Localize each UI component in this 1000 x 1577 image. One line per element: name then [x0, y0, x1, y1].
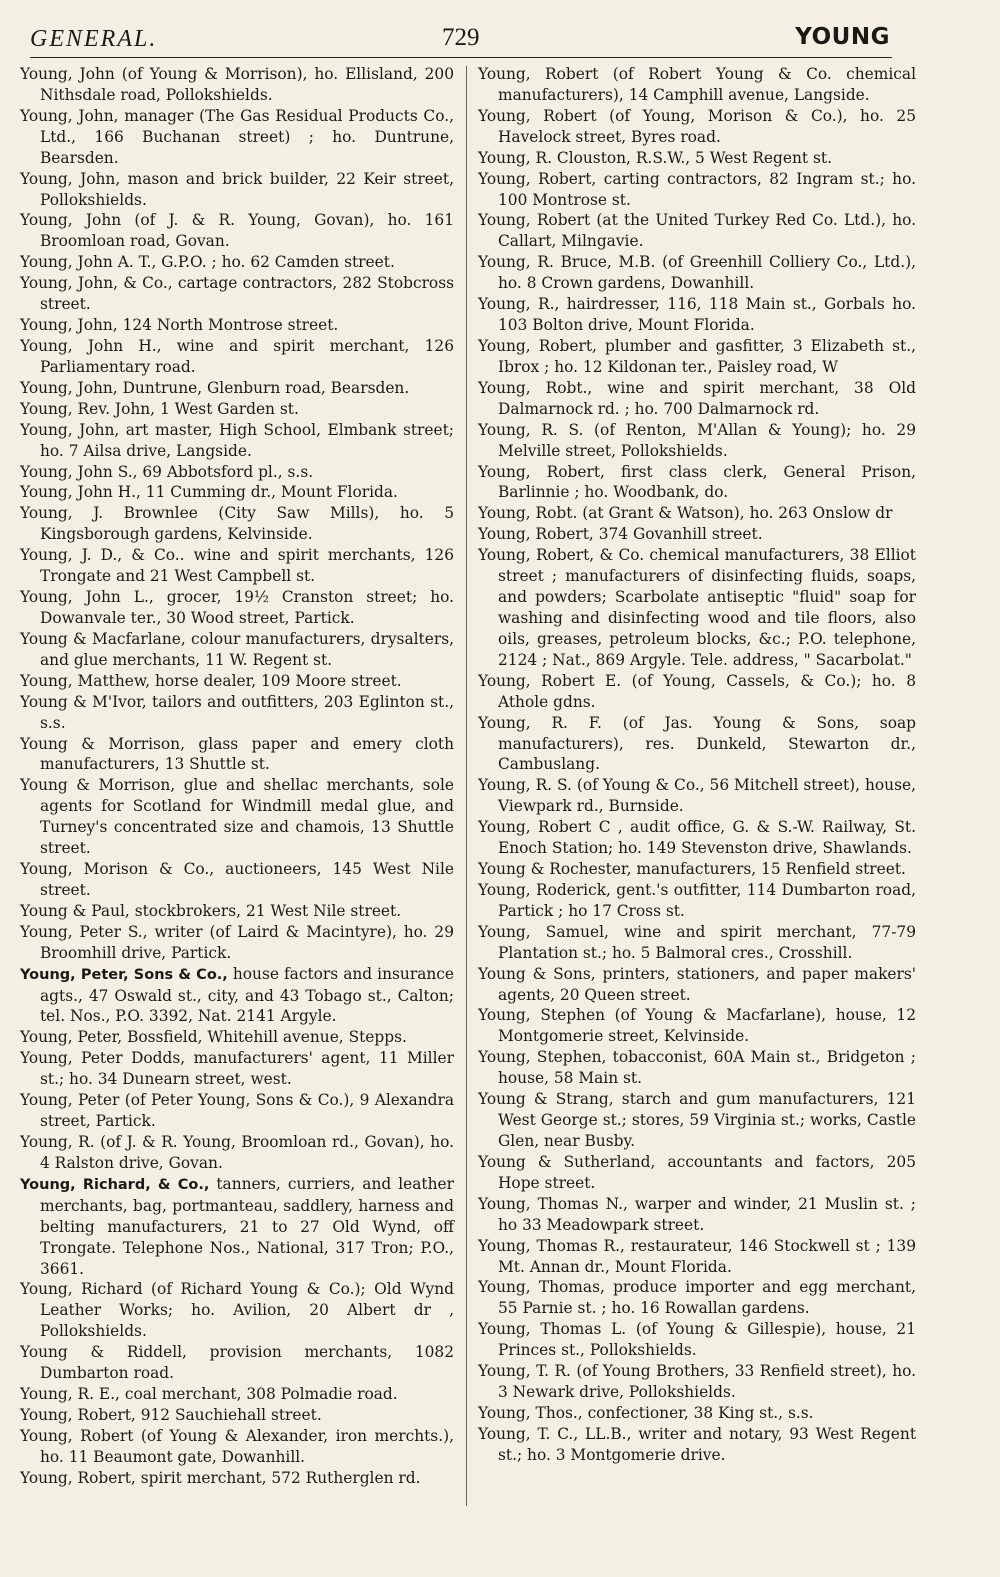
entry-text: Young & Macfarlane, colour manufacturers, drysalters, and glue merchants, 11 W. Regent st. [20, 629, 454, 669]
directory-entry [478, 1152, 916, 1194]
entry-text: Young, John, art master, High School, Elmbank street; ho. 7 Ailsa drive, Langside. [20, 420, 454, 460]
entry-text: Young, Robt., wine and spirit merchant, 38 Old Dalmarnock rd. ; ho. 700 Dalmarnock rd. [478, 378, 916, 418]
entry-text: Young, Robt. (at Grant & Watson), ho. 263 Onslow dr [478, 504, 893, 523]
directory-entry [478, 169, 916, 211]
directory-entry [20, 692, 454, 734]
entry-text: Young, John S., 69 Abbotsford pl., s.s. [20, 462, 314, 481]
directory-entry [20, 859, 454, 901]
header-rule [30, 57, 892, 58]
directory-entry [20, 1384, 454, 1405]
entry-text: Young, R. S. (of Young & Co., 56 Mitchell street), house, Viewpark rd., Burnside. [478, 776, 916, 816]
directory-entry [478, 964, 916, 1006]
entry-name-bold: Young, Richard, & Co., [20, 1176, 210, 1193]
entry-text: Young & Rochester, manufacturers, 15 Renfield street. [478, 860, 906, 879]
entry-text: Young & Sons, printers, stationers, and paper makers' agents, 20 Queen street. [478, 964, 916, 1004]
directory-entry [478, 880, 916, 922]
directory-entry [478, 420, 916, 462]
entry-text: Young, Robert, 374 Govanhill street. [478, 525, 763, 544]
directory-entry [478, 252, 916, 294]
entry-text: Young, Robert, carting contractors, 82 Ingram st.; ho. 100 Montrose st. [478, 169, 916, 209]
directory-entry [478, 1361, 916, 1403]
entry-text: Young & Morrison, glue and shellac merchants, sole agents for Scotland for Windmill medal glue, and Turney's concentrated size and chamois, 13 Shuttle street. [20, 776, 454, 858]
directory-entry [20, 1426, 454, 1468]
directory-entry [478, 336, 916, 378]
directory-entry [478, 671, 916, 713]
entry-text: Young, R. (of J. & R. Young, Broomloan rd., Govan), ho. 4 Ralston drive, Govan. [20, 1133, 454, 1172]
entry-text: Young, John, 124 North Montrose street. [20, 316, 339, 335]
directory-entry [478, 1236, 916, 1278]
directory-entry [478, 106, 916, 148]
directory-entry [20, 545, 454, 587]
entry-text: Young, Peter, Bossfield, Whitehill avenue, Stepps. [20, 1028, 407, 1047]
directory-entry [478, 817, 916, 859]
directory-entry [478, 294, 916, 336]
entry-text: Young, Roderick, gent.'s outfitter, 114 Dumbarton road, Partick ; ho 17 Cross st. [478, 880, 916, 920]
entry-text: Young, Matthew, horse dealer, 109 Moore street. [20, 671, 402, 690]
entry-text: tanners, curriers, and leather merchants, bag, portmanteau, saddlery, harness and belting manufacturers, 21 to 27 Old Wynd, off Trongate. Telephone Nos., National, 317 Tron; P.O., 3661. [40, 1174, 454, 1278]
directory-entry [20, 378, 454, 399]
entry-text: Young, T. R. (of Young Brothers, 33 Renfield street), ho. 3 Newark drive, Pollokshields. [478, 1362, 916, 1402]
directory-entry [20, 901, 454, 922]
directory-entry [478, 713, 916, 776]
entry-text: Young, R. Clouston, R.S.W., 5 West Regent st. [478, 148, 832, 167]
directory-entry [20, 587, 454, 629]
directory-entry [20, 1405, 454, 1426]
directory-entry [20, 964, 454, 1028]
directory-entry [20, 922, 454, 964]
directory-entry [20, 64, 454, 106]
entry-text: Young, J. D., & Co.. wine and spirit merchants, 126 Trongate and 21 West Campbell st. [20, 546, 454, 586]
entry-text: Young, R. S. (of Renton, M'Allan & Young); ho. 29 Melville street, Pollokshields. [478, 420, 916, 460]
directory-entry [478, 1089, 916, 1152]
entry-text: Young, Robert, plumber and gasfitter, 3 Elizabeth st., Ibrox ; ho. 12 Kildonan ter., Paisley road, W [478, 336, 916, 376]
entry-text: Young, Stephen, tobacconist, 60A Main st., Bridgeton ; house, 58 Main st. [478, 1048, 916, 1088]
entry-text: Young, R. Bruce, M.B. (of Greenhill Colliery Co., Ltd.), ho. 8 Crown gardens, Dowanhill. [478, 253, 916, 293]
entry-text: Young, John, & Co., cartage contractors, 282 Stobcross street. [20, 274, 454, 314]
directory-entry [478, 1005, 916, 1047]
entry-text: Young & M'Ivor, tailors and outfitters, 203 Eglinton st., s.s. [20, 692, 454, 732]
page-header [30, 22, 890, 58]
left-column [20, 64, 454, 1514]
entry-text: Young, Thomas L. (of Young & Gillespie), house, 21 Princes st., Pollokshields. [478, 1320, 916, 1360]
directory-entry [20, 169, 454, 211]
directory-entry [20, 210, 454, 252]
entry-text: Young, John A. T., G.P.O. ; ho. 62 Camden street. [20, 253, 395, 272]
directory-entry [478, 1319, 916, 1361]
directory-entry [20, 273, 454, 315]
entry-text: Young & Riddell, provision merchants, 1082 Dumbarton road. [20, 1343, 454, 1383]
entry-text: Young, Peter S., writer (of Laird & Macintyre), ho. 29 Broomhill drive, Partick. [20, 922, 454, 962]
directory-entry [478, 503, 916, 524]
entry-text: Young, Robert, spirit merchant, 572 Rutherglen rd. [20, 1468, 421, 1487]
directory-entry [478, 1047, 916, 1089]
column-divider [466, 66, 467, 1506]
entry-text: Young, John (of Young & Morrison), ho. Ellisland, 200 Nithsdale road, Pollokshields. [20, 65, 454, 104]
directory-entry [20, 1027, 454, 1048]
directory-entry [478, 545, 916, 671]
entry-text: house factors and insurance agts., 47 Oswald st., city, and 43 Tobago st., Calton; tel. Nos., P.O. 3392, Nat. 2141 Argyle. [40, 964, 455, 1026]
entry-text: Young, John H., wine and spirit merchant, 126 Parliamentary road. [20, 336, 454, 376]
entry-text: Young, Robert, 912 Sauchiehall street. [20, 1406, 322, 1424]
entry-text: Young, Thomas R., restaurateur, 146 Stockwell st ; 139 Mt. Annan dr., Mount Florida. [478, 1236, 916, 1276]
entry-text: Young, Robert E. (of Young, Cassels, & Co.); ho. 8 Athole gdns. [478, 671, 916, 711]
running-head: YOUNG [795, 24, 890, 50]
entry-text: Young, Robert (of Robert Young & Co. chemical manufacturers), 14 Camphill avenue, Langside. [478, 65, 916, 104]
entry-text: Young, Rev. John, 1 West Garden st. [20, 399, 299, 418]
directory-entry [478, 64, 916, 106]
directory-entry [20, 734, 454, 776]
entry-text: Young, Samuel, wine and spirit merchant, 77-79 Plantation st.; ho. 5 Balmoral cres., Crosshill. [478, 922, 916, 962]
entry-text: Young, Robert (of Young & Alexander, iron merchts.), ho. 11 Beaumont gate, Dowanhill. [20, 1426, 454, 1466]
entry-text: Young, Thos., confectioner, 38 King st., s.s. [478, 1404, 814, 1422]
entry-text: Young, Robert, & Co. chemical manufacturers, 38 Elliot street ; manufacturers of disinfecting fluids, soaps, and powders; Scarbolate antiseptic "fluid" soap for washing and disinfecting wood and tile floors, also oils, greases, petroleum blocks, &c.; P.O. telephone, 2124 ; Nat., 869 Argyle. Tele. address, " Sacarbolat." [478, 546, 916, 669]
page-number: 729 [442, 24, 480, 51]
directory-entry [20, 1468, 454, 1489]
directory-entry [20, 1132, 454, 1174]
directory-entry [20, 1048, 454, 1090]
directory-entry [20, 482, 454, 503]
directory-entry [20, 399, 454, 420]
directory-entry [20, 106, 454, 169]
entry-text: Young, Thomas, produce importer and egg merchant, 55 Parnie st. ; ho. 16 Rowallan gardens. [478, 1278, 916, 1318]
entry-text: Young, Thomas N., warper and winder, 21 Muslin st. ; ho 33 Meadowpark street. [478, 1194, 916, 1234]
directory-entry [478, 1424, 916, 1466]
directory-entry [478, 1194, 916, 1236]
directory-entry [478, 524, 916, 545]
directory-entry [20, 671, 454, 692]
directory-entry [20, 315, 454, 336]
entry-text: Young, Richard (of Richard Young & Co.); Old Wynd Leather Works; ho. Avilion, 20 Albert dr , Pollokshields. [20, 1280, 454, 1341]
directory-entry [20, 629, 454, 671]
directory-entry [478, 462, 916, 504]
directory-entry [478, 148, 916, 169]
directory-entry [20, 1342, 454, 1384]
entry-text: Young, Peter Dodds, manufacturers' agent, 11 Miller st.; ho. 34 Dunearn street, west. [20, 1049, 454, 1089]
entry-text: Young, John, mason and brick builder, 22 Keir street, Pollokshields. [20, 169, 454, 209]
directory-entry [20, 252, 454, 273]
entry-text: Young, T. C., LL.B., writer and notary, 93 West Regent st.; ho. 3 Montgomerie drive. [478, 1424, 916, 1464]
entry-text: Young, J. Brownlee (City Saw Mills), ho. 5 Kingsborough gardens, Kelvinside. [20, 504, 454, 544]
section-title: GENERAL. [30, 26, 158, 52]
entry-text: Young, R. E., coal merchant, 308 Polmadie road. [20, 1385, 398, 1404]
right-column [478, 64, 916, 1514]
entry-text: Young & Morrison, glass paper and emery cloth manufacturers, 13 Shuttle st. [20, 734, 454, 774]
entry-text: Young, Robert (at the United Turkey Red Co. Ltd.), ho. Callart, Milngavie. [478, 211, 916, 251]
directory-entry [478, 922, 916, 964]
directory-entry [20, 1279, 454, 1342]
directory-entry [20, 420, 454, 462]
entry-text: Young, John H., 11 Cumming dr., Mount Florida. [20, 483, 398, 502]
entry-text: Young & Strang, starch and gum manufacturers, 121 West George st.; stores, 59 Virginia st.; works, Castle Glen, near Busby. [478, 1090, 916, 1151]
directory-entry [478, 859, 916, 880]
entry-text: Young, Robert (of Young, Morison & Co.), ho. 25 Havelock street, Byres road. [478, 106, 916, 146]
entry-text: Young, R., hairdresser, 116, 118 Main st., Gorbals ho. 103 Bolton drive, Mount Florida. [478, 295, 916, 335]
directory-entry [20, 1090, 454, 1132]
entry-text: Young, John L., grocer, 19½ Cranston street; ho. Dowanvale ter., 30 Wood street, Partick. [20, 588, 454, 627]
directory-entry [478, 378, 916, 420]
directory-entry [478, 1277, 916, 1319]
entry-name-bold: Young, Peter, Sons & Co., [20, 966, 228, 983]
directory-entry [20, 775, 454, 859]
entry-text: Young, John (of J. & R. Young, Govan), ho. 161 Broomloan road, Govan. [20, 211, 454, 251]
directory-entry [478, 1403, 916, 1424]
entry-text: Young, John, Duntrune, Glenburn road, Bearsden. [20, 378, 410, 397]
entry-text: Young, Robert C , audit office, G. & S.-W. Railway, St. Enoch Station; ho. 149 Stevenston drive, Shawlands. [478, 818, 916, 858]
entry-text: Young, John, manager (The Gas Residual Products Co., Ltd., 166 Buchanan street) ; ho. Duntrune, Bearsden. [20, 106, 454, 167]
entry-text: Young, Stephen (of Young & Macfarlane), house, 12 Montgomerie street, Kelvinside. [478, 1006, 916, 1046]
entry-text: Young, Peter (of Peter Young, Sons & Co.), 9 Alexandra street, Partick. [20, 1091, 454, 1131]
directory-entry [478, 775, 916, 817]
entry-text: Young & Sutherland, accountants and factors, 205 Hope street. [478, 1152, 916, 1192]
entry-text: Young, Robert, first class clerk, General Prison, Barlinnie ; ho. Woodbank, do. [478, 462, 916, 502]
entry-text: Young, Morison & Co., auctioneers, 145 West Nile street. [20, 860, 454, 899]
directory-entry [20, 336, 454, 378]
directory-entry [20, 462, 454, 483]
directory-entry [20, 1174, 454, 1280]
entry-text: Young, R. F. (of Jas. Young & Sons, soap manufacturers), res. Dunkeld, Stewarton dr., Cambuslang. [478, 713, 916, 774]
directory-entry [20, 503, 454, 545]
directory-entry [478, 210, 916, 252]
entry-text: Young & Paul, stockbrokers, 21 West Nile street. [20, 901, 402, 920]
